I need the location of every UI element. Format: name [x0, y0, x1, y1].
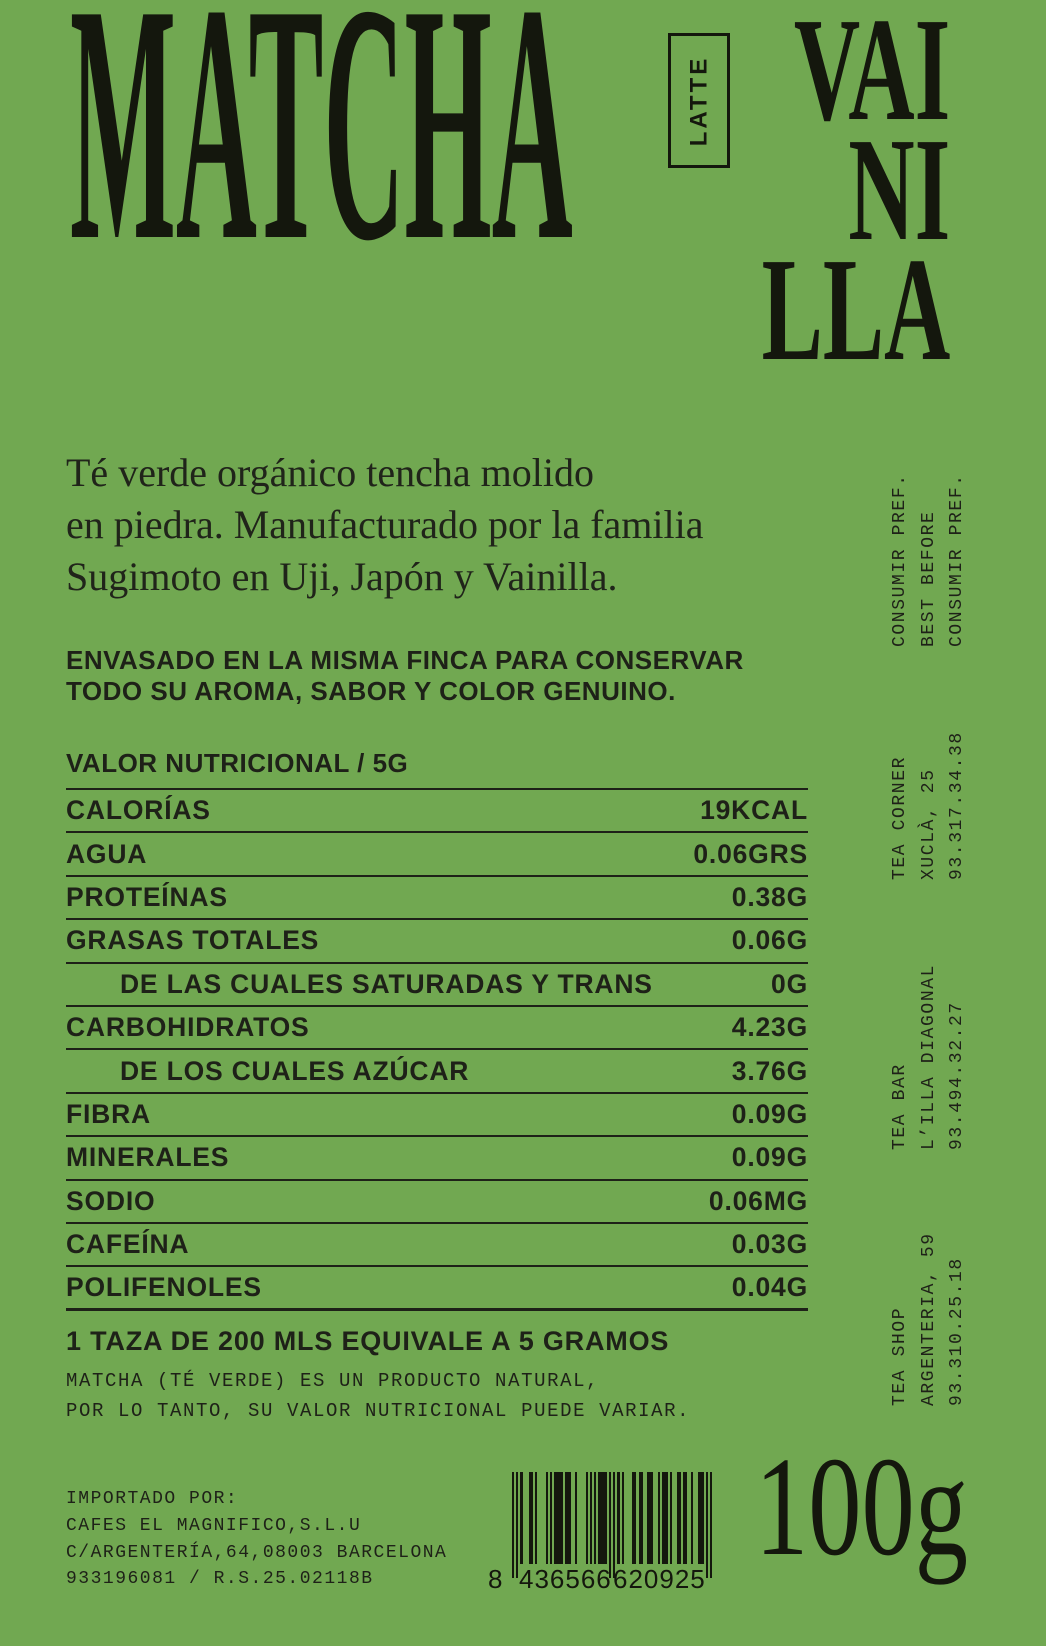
nutrition-row — [66, 920, 808, 963]
nutrition-row-value: 0.09G — [731, 1098, 808, 1129]
text-line: 93.317.34.38 — [947, 731, 967, 880]
text-line: 933196081 / R.S.25.02118B — [66, 1569, 374, 1590]
nutrition-row-label: GRASAS TOTALES — [66, 925, 320, 956]
text-line: CONSUMIR PREF. — [947, 473, 967, 647]
text-line: L’ILLA DIAGONAL — [918, 963, 939, 1150]
nutrition-row-value: 4.23G — [731, 1012, 808, 1043]
text-line: C/ARGENTERÍA,64,08003 BARCELONA — [66, 1542, 448, 1563]
nutrition-row-label: CARBOHIDRATOS — [66, 1012, 310, 1043]
text-line: CAFES EL MAGNIFICO,S.L.U — [66, 1515, 362, 1536]
nutrition-row — [66, 877, 808, 920]
nutrition-disclaimer — [66, 1366, 690, 1426]
nutrition-row-label: DE LOS CUALES AZÚCAR — [120, 1055, 470, 1086]
text-line: Té verde orgánico tencha molido — [66, 450, 594, 495]
text-line: TODO SU AROMA, SABOR Y COLOR GENUINO. — [66, 676, 676, 706]
nutrition-row — [66, 790, 808, 833]
nutrition-row-label: PROTEÍNAS — [66, 881, 228, 912]
barcode-bar — [710, 1472, 712, 1578]
nutrition-row — [66, 1267, 808, 1310]
nutrition-row-value: 19KCAL — [700, 795, 808, 826]
nutrition-row-label: AGUA — [66, 838, 148, 869]
text-line: 93.310.25.18 — [947, 1257, 967, 1406]
serving-note: 1 TAZA DE 200 MLS EQUIVALE A 5 GRAMOS — [66, 1326, 670, 1356]
nutrition-row-label: FIBRA — [66, 1098, 151, 1129]
nutrition-rows — [66, 790, 808, 1311]
text-line: POR LO TANTO, SU VALOR NUTRICIONAL PUEDE VARIAR. — [66, 1400, 691, 1422]
text-line: NI — [848, 108, 950, 272]
nutrition-row-label: CALORÍAS — [66, 795, 211, 826]
text-line: IMPORTADO POR: — [66, 1489, 239, 1509]
text-line: 93.494.32.27 — [947, 1001, 967, 1150]
text-line: en piedra. Manufacturado por la familia — [66, 502, 704, 547]
side-note-best-before — [886, 473, 972, 647]
nutrition-row-value: 0.06GRS — [693, 838, 808, 869]
text-line: TEA CORNER — [890, 755, 910, 880]
nutrition-row-value: 0.38G — [731, 881, 808, 912]
side-note-tea-shop — [886, 1232, 972, 1406]
barcode-digits-right: 620925 — [613, 1564, 706, 1594]
barcode — [512, 1472, 712, 1578]
nutrition-row — [66, 1094, 808, 1137]
product-title: MATCHA — [70, 0, 573, 311]
nutrition-row — [66, 1007, 808, 1050]
text-line: ARGENTERIA, 59 — [918, 1232, 939, 1406]
nutrition-row — [66, 1181, 808, 1224]
nutrition-row-value: 0.06MG — [708, 1185, 808, 1216]
latte-badge-text: LATTE — [685, 55, 713, 146]
nutrition-row-label: CAFEÍNA — [66, 1229, 190, 1260]
text-line: CONSUMIR PREF. — [890, 473, 910, 647]
nutrition-table-header: VALOR NUTRICIONAL / 5G — [66, 748, 808, 790]
product-description — [66, 447, 704, 603]
nutrition-row — [66, 833, 808, 876]
nutrition-table — [66, 748, 808, 1311]
latte-badge — [668, 33, 730, 168]
nutrition-row-value: 0.06G — [731, 925, 808, 956]
net-weight: 100g — [755, 1427, 968, 1585]
nutrition-row-value: 0.03G — [731, 1229, 808, 1260]
text-line: ENVASADO EN LA MISMA FINCA PARA CONSERVAR — [66, 645, 744, 675]
text-line: VAI — [793, 0, 950, 152]
text-line: LLA — [761, 228, 950, 392]
nutrition-row-label: MINERALES — [66, 1142, 230, 1173]
nutrition-row-value: 0.04G — [731, 1271, 808, 1302]
text-line: XUCLÀ, 25 — [918, 768, 939, 880]
packaging-note — [66, 645, 744, 707]
text-line: TEA BAR — [890, 1063, 910, 1150]
nutrition-row — [66, 1050, 808, 1093]
text-line: TEA SHOP — [890, 1306, 910, 1406]
product-subtitle — [761, 0, 950, 392]
nutrition-row-label: SODIO — [66, 1185, 156, 1216]
importer-info — [66, 1486, 447, 1593]
nutrition-row-value: 0.09G — [731, 1142, 808, 1173]
barcode-digit-first: 8 — [488, 1564, 504, 1594]
text-line: BEST BEFORE — [918, 510, 939, 647]
nutrition-row — [66, 1137, 808, 1180]
nutrition-row-label: DE LAS CUALES SATURADAS Y TRANS — [120, 968, 653, 999]
text-line: Sugimoto en Uji, Japón y Vainilla. — [66, 554, 618, 599]
barcode-digits-left: 436566 — [519, 1564, 612, 1594]
nutrition-row-value: 0G — [771, 968, 808, 999]
nutrition-row — [66, 964, 808, 1007]
text-line: MATCHA (TÉ VERDE) ES UN PRODUCTO NATURAL, — [66, 1370, 600, 1392]
nutrition-row-value: 3.76G — [731, 1055, 808, 1086]
side-note-tea-corner — [886, 731, 972, 880]
nutrition-row-label: POLIFENOLES — [66, 1271, 262, 1302]
side-note-tea-bar — [886, 964, 972, 1150]
nutrition-row — [66, 1224, 808, 1267]
